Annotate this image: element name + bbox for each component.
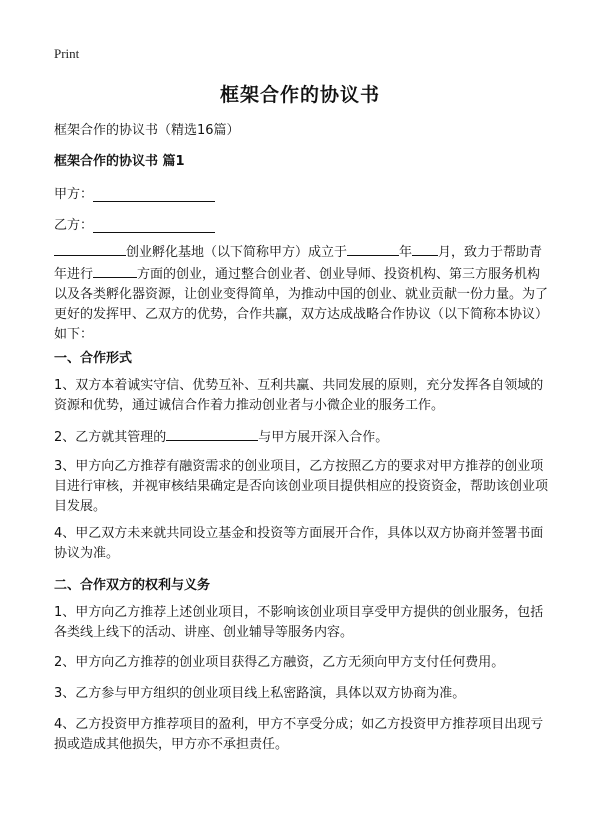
month-blank — [412, 241, 438, 256]
party-b-field — [54, 214, 215, 233]
print-link[interactable]: Print — [54, 46, 80, 61]
heading-cooperation-form: 一、合作形式 — [54, 351, 133, 366]
section-title: 框架合作的协议书 篇1 — [54, 154, 185, 169]
clause-1-1: 1、双方本着诚实守信、优势互补、互利共赢、共同发展的原则，充分发挥各自领域的资源和优势，通过诚信合作着力推动创业者与小微企业的服务工作。 — [54, 378, 544, 413]
party-a-label: 甲方： — [54, 187, 94, 202]
managed-entity-blank — [166, 426, 258, 441]
year-blank — [347, 241, 399, 256]
intro-text-2: 年 — [399, 245, 413, 260]
document-subtitle: 框架合作的协议书（精选16篇） — [54, 123, 240, 138]
party-b-label: 乙方： — [54, 218, 94, 233]
heading-rights-obligations: 二、合作双方的权利与义务 — [54, 578, 211, 593]
intro-text-4: 方面的创业，通过整合创业者、创业导师、投资机构、第三方服务机构以及各类孵化器资源，让创业变得简单，为推动中国的创业、就业贡献一份力量。为了更好的发挥甲、乙双方的优势，合作共赢，双方达成战略合作协议（以下简称本协议）如下： — [54, 267, 549, 342]
page-title: 框架合作的协议书 — [219, 84, 380, 106]
party-a-field — [54, 183, 215, 202]
field-blank — [93, 263, 137, 278]
clause-2-3: 3、乙方参与甲方组织的创业项目线上私密路演，具体以双方协商为准。 — [54, 686, 466, 701]
intro-paragraph — [54, 241, 549, 345]
party-b-blank — [93, 218, 215, 233]
clause-1-2-pre: 2、乙方就其管理的 — [54, 430, 167, 445]
clause-1-4: 4、甲乙双方未来就共同设立基金和投资等方面展开合作，具体以双方协商并签署书面协议为准。 — [54, 526, 544, 561]
clause-2-2: 2、甲方向乙方推荐的创业项目获得乙方融资，乙方无须向甲方支付任何费用。 — [54, 655, 505, 670]
clause-2-4: 4、乙方投资甲方推荐项目的盈利，甲方不享受分成；如乙方投资甲方推荐项目出现亏损或造成其他损失，甲方亦不承担责任。 — [54, 717, 544, 752]
clause-1-2 — [54, 426, 549, 448]
clause-2-1: 1、甲方向乙方推荐上述创业项目，不影响该创业项目享受甲方提供的创业服务，包括各类线上线下的活动、讲座、创业辅导等服务内容。 — [54, 605, 544, 640]
clause-1-3: 3、甲方向乙方推荐有融资需求的创业项目，乙方按照乙方的要求对甲方推荐的创业项目进行审核，并视审核结果确定是否向该创业项目提供相应的投资资金，帮助该创业项目发展。 — [54, 459, 549, 514]
intro-text-1: 创业孵化基地（以下简称甲方）成立于 — [126, 245, 348, 260]
intro-text-3: 月，致力于帮助青年进行 — [54, 245, 543, 282]
clause-1-2-post: 与甲方展开深入合作。 — [258, 430, 389, 445]
party-a-blank — [93, 187, 215, 202]
base-name-blank — [54, 241, 126, 256]
